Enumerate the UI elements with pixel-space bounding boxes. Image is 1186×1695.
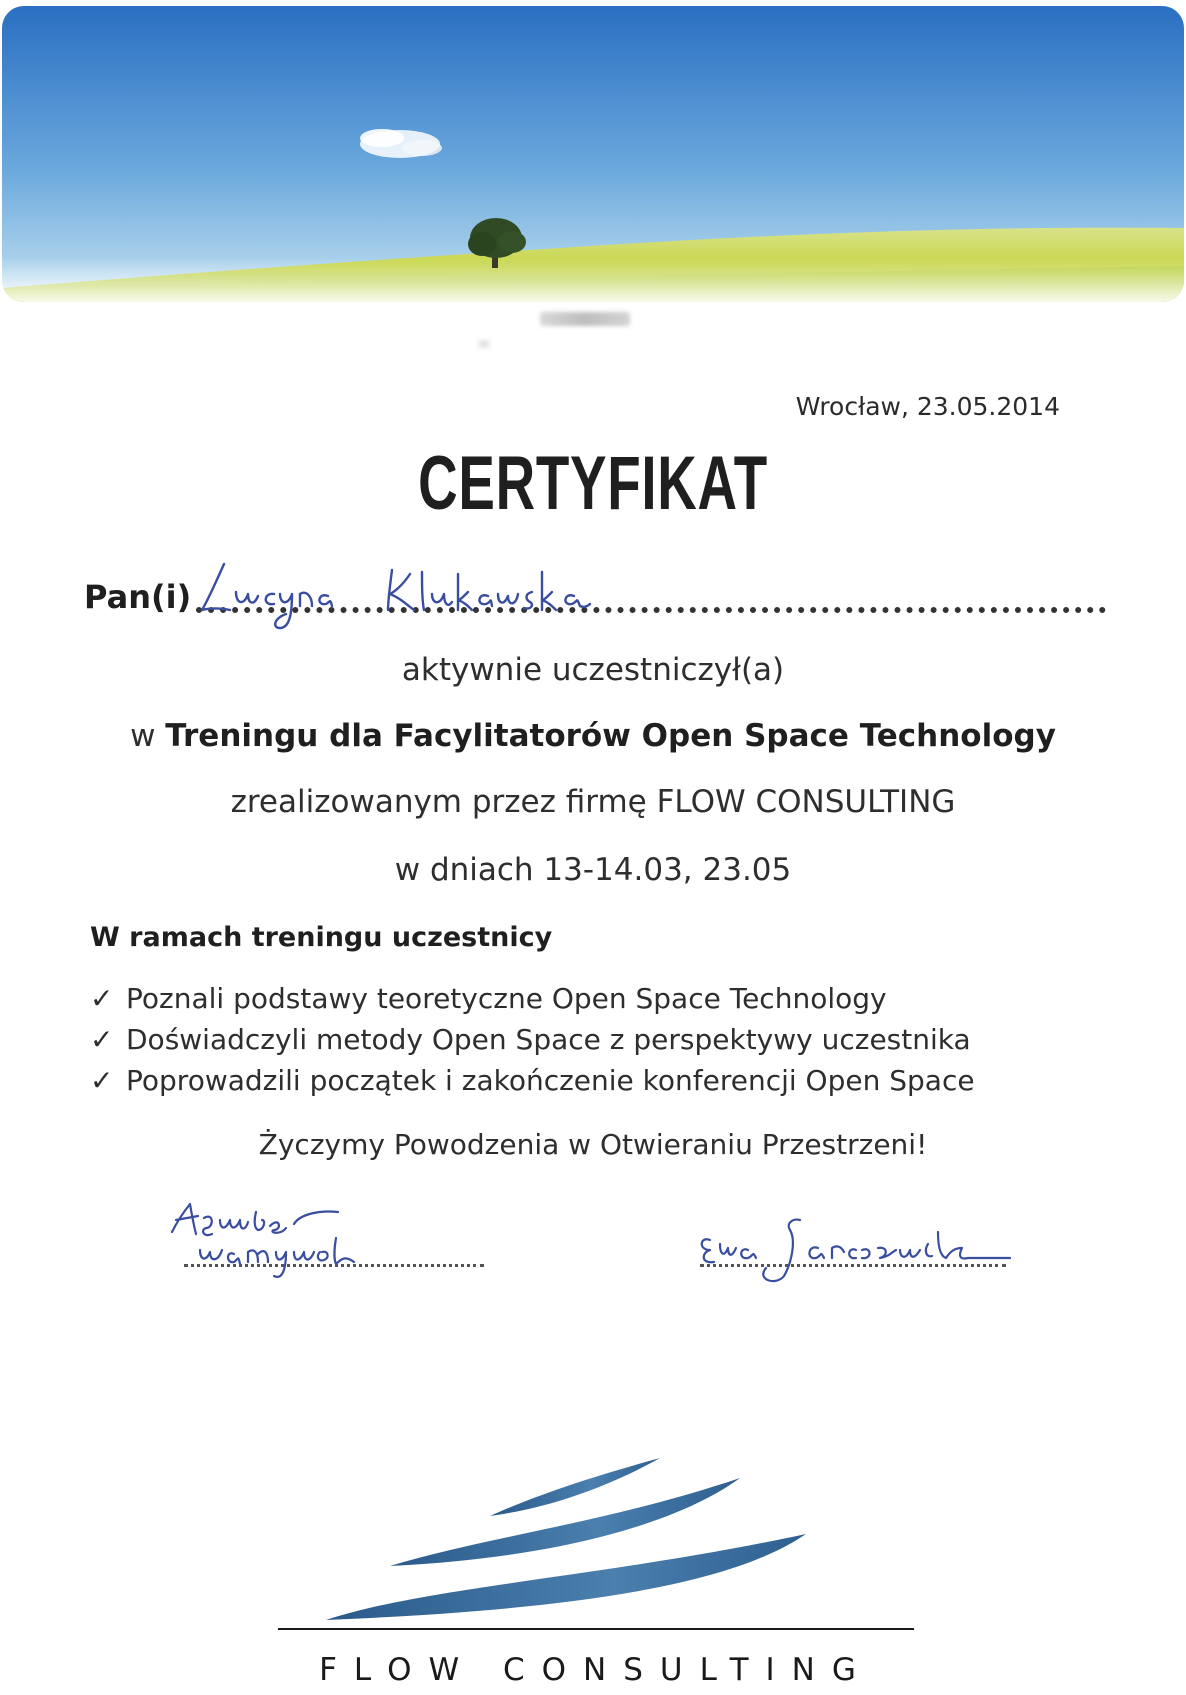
signature-right <box>692 1200 1012 1290</box>
recipient-label: Pan(i) <box>84 578 192 616</box>
certificate-title: CERTYFIKAT <box>418 441 768 526</box>
training-name: Treningu dla Facylitatorów Open Space Technology <box>165 718 1056 754</box>
training-line <box>0 718 1186 754</box>
logo-text: FLOW CONSULTING <box>319 1652 873 1688</box>
logo-rule <box>278 1628 914 1630</box>
training-prefix: w <box>130 718 166 754</box>
blurred-mark <box>478 340 490 348</box>
outcome-text: Poznali podstawy teoretyczne Open Space Technology <box>126 982 887 1015</box>
outcomes-heading: W ramach treningu uczestnicy <box>90 922 553 953</box>
checkmark-icon: ✓ <box>90 1064 114 1097</box>
header-landscape-image <box>2 6 1184 302</box>
outcome-item <box>90 982 887 1015</box>
checkmark-icon: ✓ <box>90 1023 114 1056</box>
recipient-handwritten-name <box>196 552 636 632</box>
blurred-text <box>540 312 630 326</box>
participation-text: aktywnie uczestniczył(a) <box>401 652 785 688</box>
dates-line: w dniach 13-14.03, 23.05 <box>394 852 792 888</box>
outcome-item <box>90 1064 975 1097</box>
outcome-text: Doświadczyli metody Open Space z perspektywy uczestnika <box>126 1023 971 1056</box>
checkmark-icon: ✓ <box>90 982 114 1015</box>
place-date: Wrocław, 23.05.2014 <box>795 392 1060 421</box>
flow-consulting-logo-icon <box>320 1450 880 1620</box>
company-line: zrealizowanym przez firmę FLOW CONSULTING <box>230 784 956 820</box>
signature-left <box>170 1190 390 1280</box>
closing-wish: Życzymy Powodzenia w Otwieraniu Przestrzeni! <box>258 1128 928 1161</box>
outcome-text: Poprowadzili początek i zakończenie konferencji Open Space <box>126 1064 975 1097</box>
outcome-item <box>90 1023 971 1056</box>
